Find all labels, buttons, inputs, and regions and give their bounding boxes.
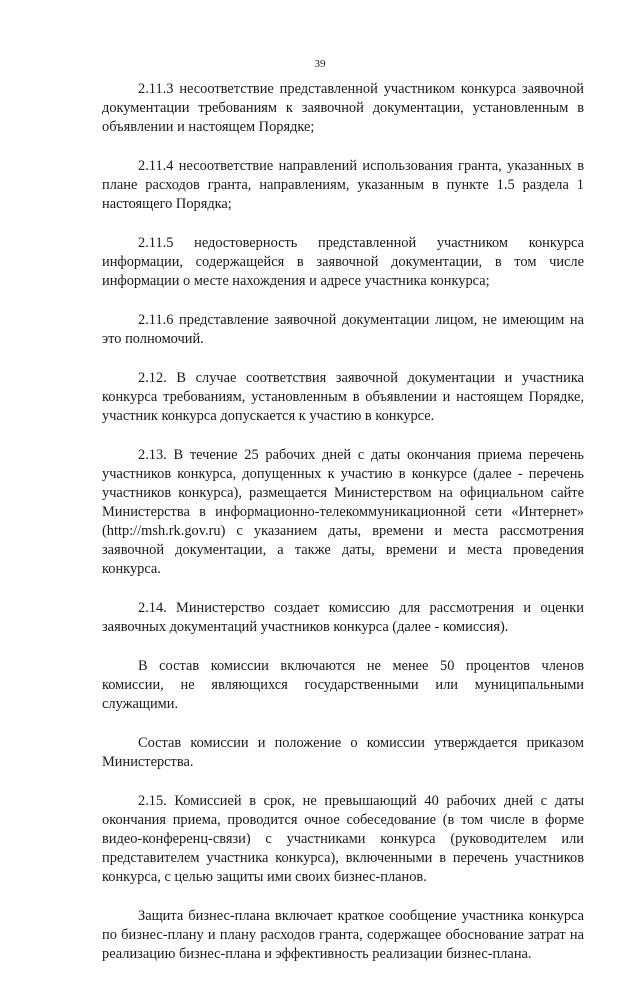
paragraph-2-11-5: 2.11.5 недостоверность представленной участником конкурса информации, содержащейся в заявочной документации, в том числе информации о месте нахождения и адресе участника конкурса; — [102, 235, 584, 289]
paragraph-2-13: 2.13. В течение 25 рабочих дней с даты окончания приема перечень участников конкурса, допущенных к участию в конкурсе (далее - перечень участников конкурса), размещается Министерством на официальном сайте Министерства в информационно-телекоммуникационной сети «Интернет» (http://msh.rk.gov.ru) с указанием даты, времени и места рассмотрения заявочной документации, а также даты, времени и места проведения конкурса. — [102, 447, 584, 577]
paragraph-business-plan-defense: Защита бизнес-плана включает краткое сообщение участника конкурса по бизнес-плану и плану расходов гранта, содержащее обоснование затрат на реализацию бизнес-плана и эффективность реализации бизнес-плана. — [102, 908, 584, 962]
paragraph-2-15: 2.15. Комиссией в срок, не превышающий 40 рабочих дней с даты окончания приема, проводится очное собеседование (в том числе в форме видео-конференц-связи) с участниками конкурса (руководителем или представителем участника конкурса), включенными в перечень участников конкурса, с целью защиты ими своих бизнес-планов. — [102, 793, 584, 885]
paragraph-2-12: 2.12. В случае соответствия заявочной документации и участника конкурса требованиям, установленным в объявлении и настоящем Порядке, участник конкурса допускается к участию в конкурсе. — [102, 370, 584, 424]
paragraph-2-11-6: 2.11.6 представление заявочной документации лицом, не имеющим на это полномочий. — [102, 312, 584, 347]
paragraph-commission-approval: Состав комиссии и положение о комиссии утверждается приказом Министерства. — [102, 735, 584, 770]
paragraph-2-11-3: 2.11.3 несоответствие представленной участником конкурса заявочной документации требованиям к заявочной документации, установленным в объявлении и настоящем Порядке; — [102, 81, 584, 135]
paragraph-2-11-4: 2.11.4 несоответствие направлений использования гранта, указанных в плане расходов гранта, направлениям, указанным в пункте 1.5 раздела 1 настоящего Порядка; — [102, 158, 584, 212]
paragraph-commission-composition: В состав комиссии включаются не менее 50 процентов членов комиссии, не являющихся государственными или муниципальными служащими. — [102, 658, 584, 712]
document-body — [102, 80, 584, 984]
page-number: 39 — [314, 58, 326, 70]
paragraph-2-14: 2.14. Министерство создает комиссию для рассмотрения и оценки заявочных документаций участников конкурса (далее - комиссия). — [102, 600, 584, 635]
